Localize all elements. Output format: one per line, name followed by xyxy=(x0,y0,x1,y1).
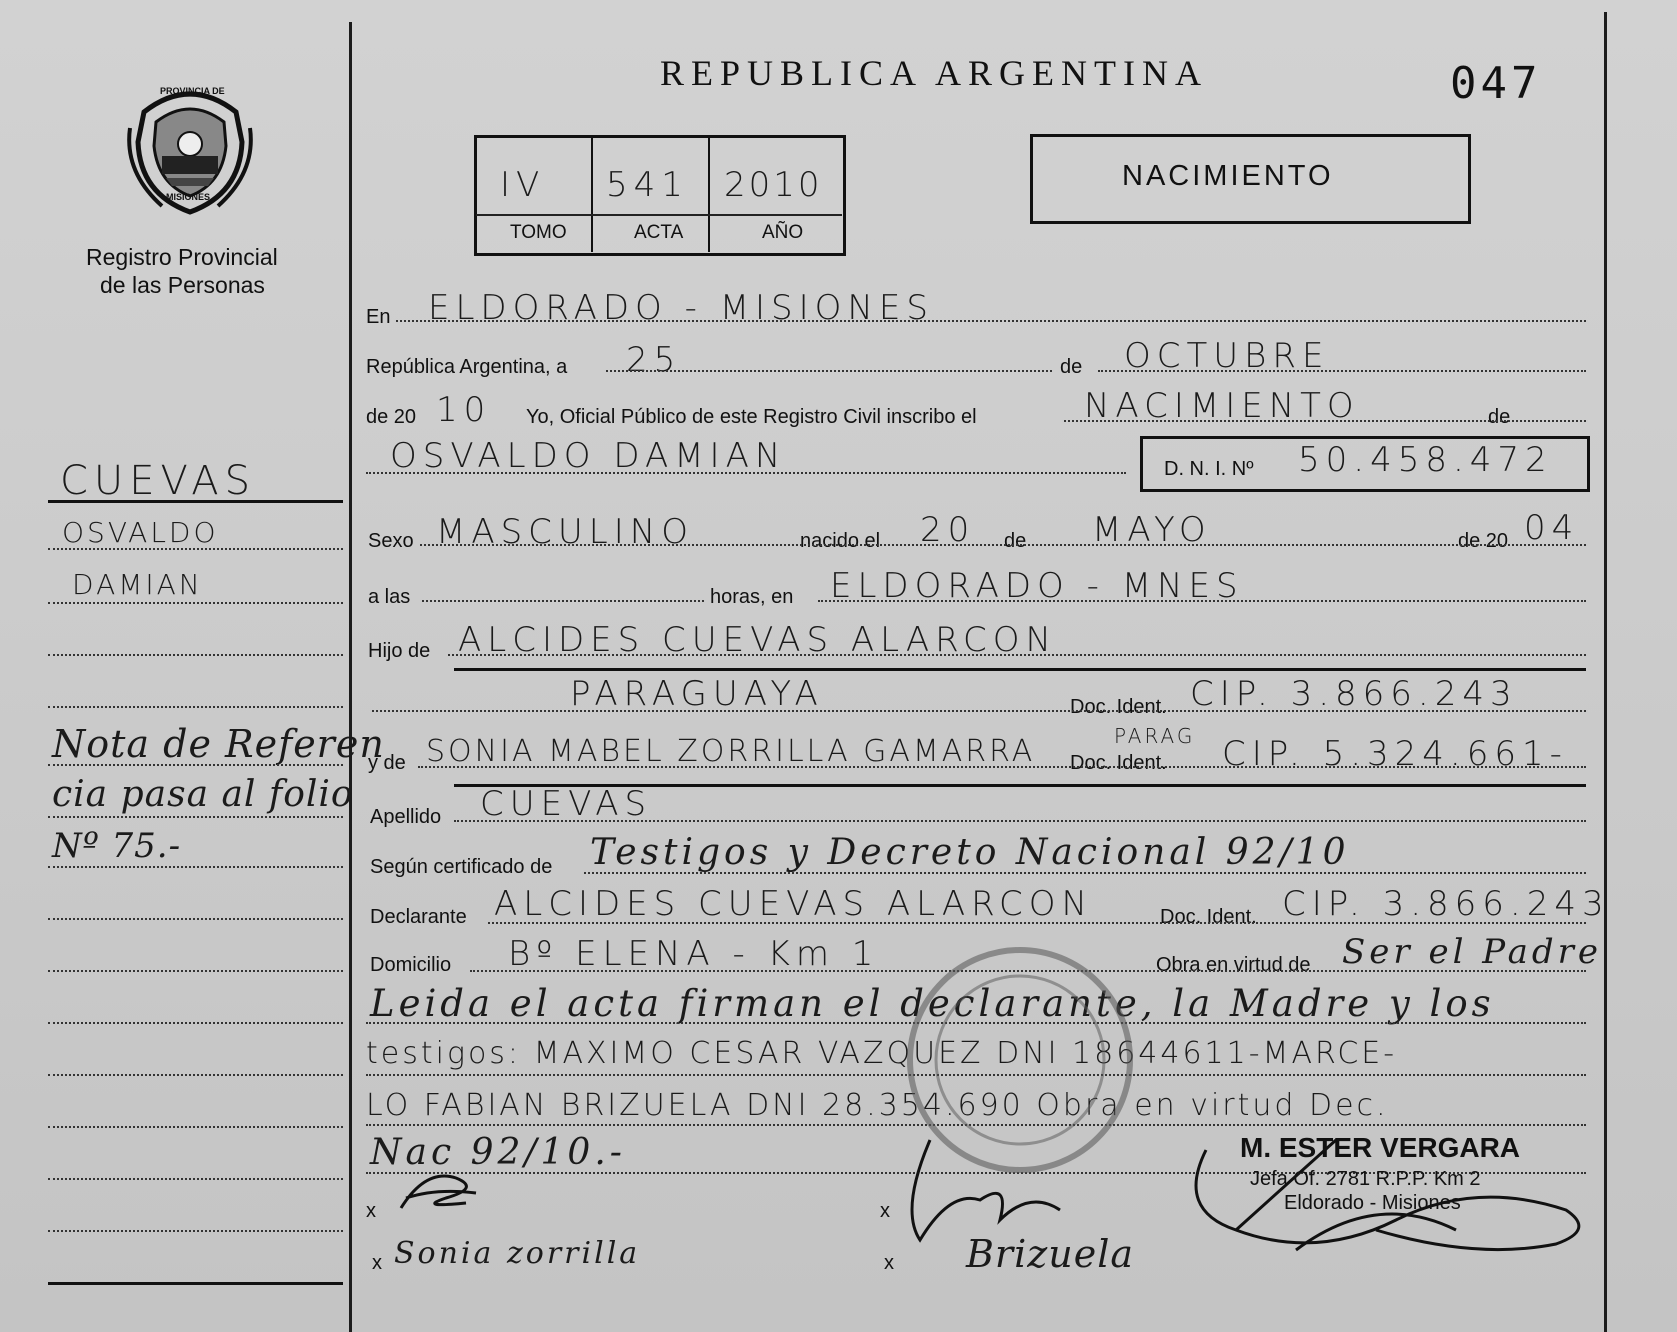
mark-x-2: x xyxy=(880,1200,890,1222)
registry-name-line1: Registro Provincial xyxy=(86,244,278,270)
value-sex: MASCULINO xyxy=(436,512,694,552)
value-declarant-doc: CIP. 3.866.243 xyxy=(1282,884,1610,924)
line-birth xyxy=(420,544,1586,546)
label-doc-ident-mother: Doc. Ident. xyxy=(1070,752,1167,774)
margin-line-10 xyxy=(48,970,343,972)
officer-name: M. ESTER VERGARA xyxy=(1240,1132,1521,1163)
line-day xyxy=(606,370,1052,372)
line-mother xyxy=(418,766,1586,768)
label-doc-ident-father: Doc. Ident. xyxy=(1070,696,1167,718)
margin-line-11 xyxy=(48,1022,343,1024)
tomo-cell xyxy=(591,135,593,252)
margin-line-5 xyxy=(48,706,343,708)
line-declarant xyxy=(488,922,1586,924)
value-act-type: NACIMIENTO xyxy=(1084,386,1360,426)
label-segun: Según certificado de xyxy=(370,856,553,878)
country-heading: REPUBLICA ARGENTINA xyxy=(660,53,1209,93)
value-place: ELDORADO - MISIONES xyxy=(428,288,934,328)
label-de-20: de 20 xyxy=(366,406,417,428)
label-doc-ident-declarant: Doc. Ident. xyxy=(1160,906,1257,928)
margin-note-line1: Nota de Referen xyxy=(52,722,385,766)
value-father-nationality: PARAGUAYA xyxy=(570,674,824,714)
margin-line-6 xyxy=(48,764,343,766)
label-obra: Obra en virtud de xyxy=(1156,954,1311,976)
line-father-nat xyxy=(372,710,1586,712)
value-birth-year: 04 xyxy=(1524,508,1580,548)
margin-line-15 xyxy=(48,1230,343,1232)
label-apellido: Apellido xyxy=(370,806,442,828)
label-declarante: Declarante xyxy=(370,906,467,928)
margin-line-16 xyxy=(48,1282,343,1285)
margin-line-7 xyxy=(48,816,343,818)
text-line-1: Leida el acta firman el declarante, la Madre y los xyxy=(370,982,1495,1025)
margin-middle-name: DAMIAN xyxy=(72,568,203,601)
right-border xyxy=(1604,12,1607,1332)
margin-line-8 xyxy=(48,866,343,868)
line-en xyxy=(396,320,1586,322)
label-yo-oficial: Yo, Oficial Público de este Registro Civil inscribo el xyxy=(526,406,977,428)
officer-signature-icon xyxy=(1176,1120,1596,1270)
value-dni: 50.458.472 xyxy=(1298,440,1553,480)
line-father-rule xyxy=(454,668,1586,671)
margin-line-1 xyxy=(48,500,343,503)
label-nacido-el: nacido el xyxy=(800,530,881,552)
value-birth-day: 20 xyxy=(920,510,976,550)
value-mother: SONIA MABEL ZORRILLA GAMARRA xyxy=(426,734,1036,769)
mark-x-1: x xyxy=(366,1200,376,1222)
line-hour xyxy=(422,600,704,602)
line-month xyxy=(1098,370,1586,372)
label-y-de: y de xyxy=(368,752,406,774)
mark-x-4: x xyxy=(884,1252,894,1274)
label-sexo: Sexo xyxy=(368,530,414,552)
label-dni: D. N. I. Nº xyxy=(1164,458,1254,480)
text-line-2: testigos: MAXIMO CESAR VAZQUEZ DNI 18644611-MARCE- xyxy=(366,1036,1398,1071)
line-certificate xyxy=(584,872,1586,874)
value-birth-place: ELDORADO - MNES xyxy=(830,566,1244,606)
value-mother-doc: CIP. 5.324.661- xyxy=(1222,734,1568,774)
margin-line-3 xyxy=(48,602,343,604)
acta-label: ACTA xyxy=(634,222,684,243)
margin-note-line3: Nº 75.- xyxy=(52,826,182,866)
value-day: 25 xyxy=(626,340,682,380)
tomo-label: TOMO xyxy=(510,222,567,243)
value-surname: CUEVAS xyxy=(480,784,653,824)
label-de-act: de xyxy=(1488,406,1511,428)
label-en: En xyxy=(366,306,391,328)
margin-line-14 xyxy=(48,1178,343,1180)
margin-line-9 xyxy=(48,918,343,920)
margin-line-4 xyxy=(48,654,343,656)
margin-first-name: OSVALDO xyxy=(62,516,219,549)
margin-surname: CUEVAS xyxy=(60,458,257,504)
value-month: OCTUBRE xyxy=(1124,336,1330,376)
acta-cell xyxy=(708,135,710,252)
value-certificate: Testigos y Decreto Nacional 92/10 xyxy=(590,832,1350,873)
label-a-las: a las xyxy=(368,586,411,608)
seal-text-bottom: MISIONES xyxy=(166,192,211,202)
margin-divider xyxy=(349,22,352,1332)
value-declarant: ALCIDES CUEVAS ALARCON xyxy=(494,884,1093,924)
text-line-3: LO FABIAN BRIZUELA DNI 28.354.690 Obra en virtud Dec. xyxy=(366,1088,1389,1123)
tomo-value: IV xyxy=(500,165,546,205)
margin-line-12 xyxy=(48,1074,343,1076)
anio-value: 2010 xyxy=(724,165,823,205)
line-act xyxy=(1064,420,1586,422)
value-domicile: Bº ELENA - Km 1 xyxy=(508,934,880,974)
record-type: NACIMIENTO xyxy=(1122,160,1334,192)
margin-line-13 xyxy=(48,1126,343,1128)
label-de-month: de xyxy=(1060,356,1083,378)
line-father xyxy=(448,654,1586,656)
anio-label: AÑO xyxy=(762,222,804,243)
folio-number: 047 xyxy=(1450,58,1542,109)
registry-name-line2: de las Personas xyxy=(100,272,265,298)
label-domicilio: Domicilio xyxy=(370,954,452,976)
value-mother-nationality: PARAG xyxy=(1114,724,1196,748)
officer-title: Jefa Of. 2781 R.P.P. Km 2 xyxy=(1250,1168,1481,1190)
margin-line-2 xyxy=(48,548,343,550)
mother-signature: Sonia zorrilla xyxy=(394,1236,641,1271)
value-year-suffix: 10 xyxy=(436,390,492,430)
margin-note-line2: cia pasa al folio xyxy=(52,774,354,815)
line-birth-place xyxy=(818,600,1586,602)
text-line-4: Nac 92/10.- xyxy=(370,1132,626,1173)
declarant-signature-icon xyxy=(396,1168,486,1218)
value-by-virtue: Ser el Padre xyxy=(1342,932,1603,972)
mark-x-3: x xyxy=(372,1252,382,1274)
line-surname xyxy=(454,820,1586,822)
seal-text-top: PROVINCIA DE xyxy=(160,86,225,96)
book-label-divider xyxy=(476,214,842,216)
value-father-doc: CIP. 3.866.243 xyxy=(1190,674,1518,714)
value-father: ALCIDES CUEVAS ALARCON xyxy=(458,620,1057,660)
label-hijo-de: Hijo de xyxy=(368,640,431,662)
label-republica: República Argentina, a xyxy=(366,356,568,378)
witness-signature: Brizuela xyxy=(966,1232,1135,1276)
acta-value: 541 xyxy=(606,165,689,205)
value-birth-month: MAYO xyxy=(1092,510,1212,550)
line-names xyxy=(366,472,1126,474)
label-de-20-birth: de 20 xyxy=(1458,530,1509,552)
officer-place: Eldorado - Misiones xyxy=(1284,1192,1461,1214)
label-de-birth-month: de xyxy=(1004,530,1027,552)
label-horas-en: horas, en xyxy=(710,586,794,608)
value-names: OSVALDO DAMIAN xyxy=(390,436,787,476)
